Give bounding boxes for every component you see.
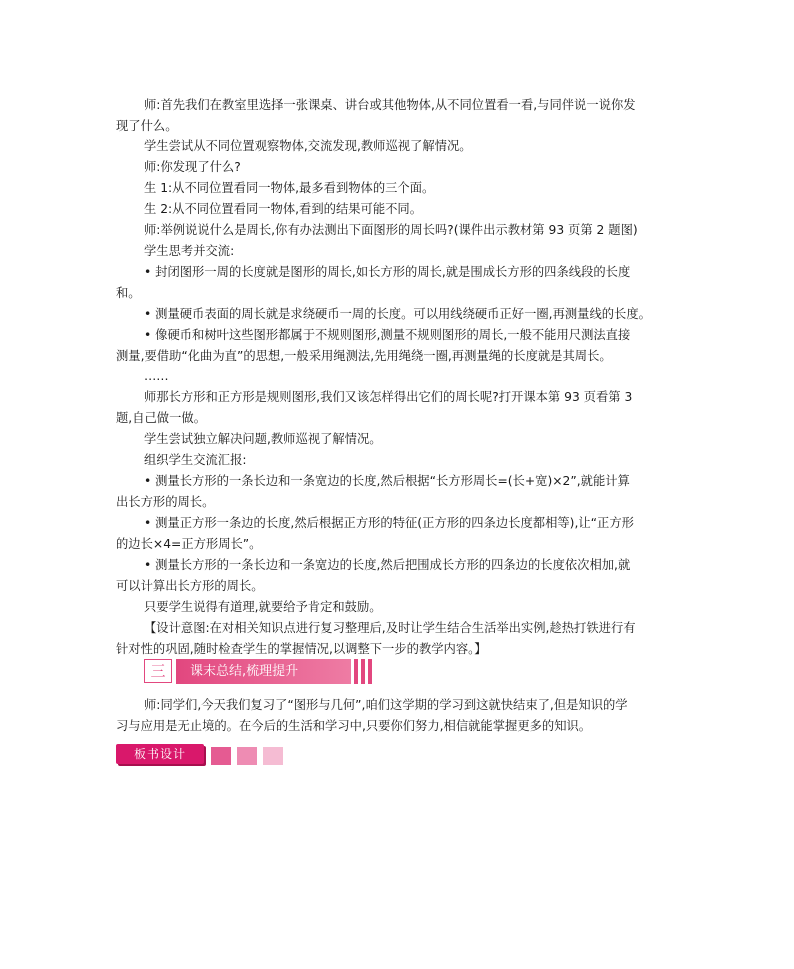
bullet-line: • 像硬币和树叶这些图形都属于不规则图形,测量不规则图形的周长,一般不能用尺测法直接 [144, 328, 631, 342]
design-intent-line: 针对性的巩固,随时检查学生的掌握情况,以调整下一步的教学内容。】 [116, 642, 487, 656]
decor-square [237, 747, 257, 765]
bullet-line: • 测量长方形的一条长边和一条宽边的长度,然后根据“长方形周长=(长+宽)×2”,就能计算 [144, 474, 630, 488]
paragraph-line: 学生思考并交流: [144, 244, 235, 258]
paragraph-line: 师:你发现了什么? [144, 160, 241, 174]
paragraph-line: 可以计算出长方形的周长。 [116, 579, 264, 593]
decor-square [263, 747, 283, 765]
paragraph-line: 师:同学们,今天我们复习了“图形与几何”,咱们这学期的学习到这就快结束了,但是知识的学 [144, 698, 628, 712]
paragraph-line: 只要学生说得有道理,就要给予肯定和鼓励。 [144, 600, 382, 614]
bullet-line: • 测量长方形的一条长边和一条宽边的长度,然后把围成长方形的四条边的长度依次相加,就 [144, 558, 631, 572]
paragraph-line: 的边长×4=正方形周长”。 [116, 537, 262, 551]
paragraph-line: 学生尝试从不同位置观察物体,交流发现,教师巡视了解情况。 [144, 139, 472, 153]
paragraph-line: 生 1:从不同位置看同一物体,最多看到物体的三个面。 [144, 181, 435, 195]
section-heading-3 [144, 659, 444, 683]
design-intent-line: 【设计意图:在对相关知识点进行复习整理后,及时让学生结合生活举出实例,趁热打铁进行有 [144, 621, 636, 635]
paragraph-line: 生 2:从不同位置看同一物体,看到的结果可能不同。 [144, 202, 423, 216]
paragraph-line: 和。 [116, 286, 141, 300]
paragraph-line: 测量,要借助“化曲为直”的思想,一般采用绳测法,先用绳绕一圈,再测量绳的长度就是其周长。 [116, 349, 612, 363]
decor-square [211, 747, 231, 765]
section-title: 课末总结,梳理提升 [176, 659, 351, 684]
ellipsis-line: …… [144, 369, 169, 383]
board-design-label: 板书设计 [116, 744, 204, 764]
paragraph-line: 组织学生交流汇报: [144, 453, 247, 467]
paragraph-line: 习与应用是无止境的。在今后的生活和学习中,只要你们努力,相信就能掌握更多的知识。 [116, 719, 592, 733]
paragraph-line: 师那长方形和正方形是规则图形,我们又该怎样得出它们的周长呢?打开课本第 93 页看第 3 [144, 390, 633, 404]
bullet-line: • 测量硬币表面的周长就是求绕硬币一周的长度。可以用线绕硬币正好一圈,再测量线的长度。 [144, 307, 651, 321]
heading-stripe [368, 659, 372, 684]
heading-stripe [361, 659, 365, 684]
paragraph-line: 出长方形的周长。 [116, 495, 215, 509]
heading-stripe [354, 659, 358, 684]
section-number: 三 [144, 659, 172, 683]
paragraph-line: 师:首先我们在教室里选择一张课桌、讲台或其他物体,从不同位置看一看,与同伴说一说你发 [144, 98, 636, 112]
bullet-line: • 测量正方形一条边的长度,然后根据正方形的特征(正方形的四条边长度都相等),让“正方形 [144, 516, 634, 530]
paragraph-line: 现了什么。 [116, 119, 178, 133]
bullet-line: • 封闭图形一周的长度就是图形的周长,如长方形的周长,就是围成长方形的四条线段的长度 [144, 265, 631, 279]
paragraph-line: 题,自己做一做。 [116, 411, 206, 425]
paragraph-line: 师:举例说说什么是周长,你有办法测出下面图形的周长吗?(课件出示教材第 93 页第 2 题图) [144, 223, 638, 237]
paragraph-line: 学生尝试独立解决问题,教师巡视了解情况。 [144, 432, 382, 446]
